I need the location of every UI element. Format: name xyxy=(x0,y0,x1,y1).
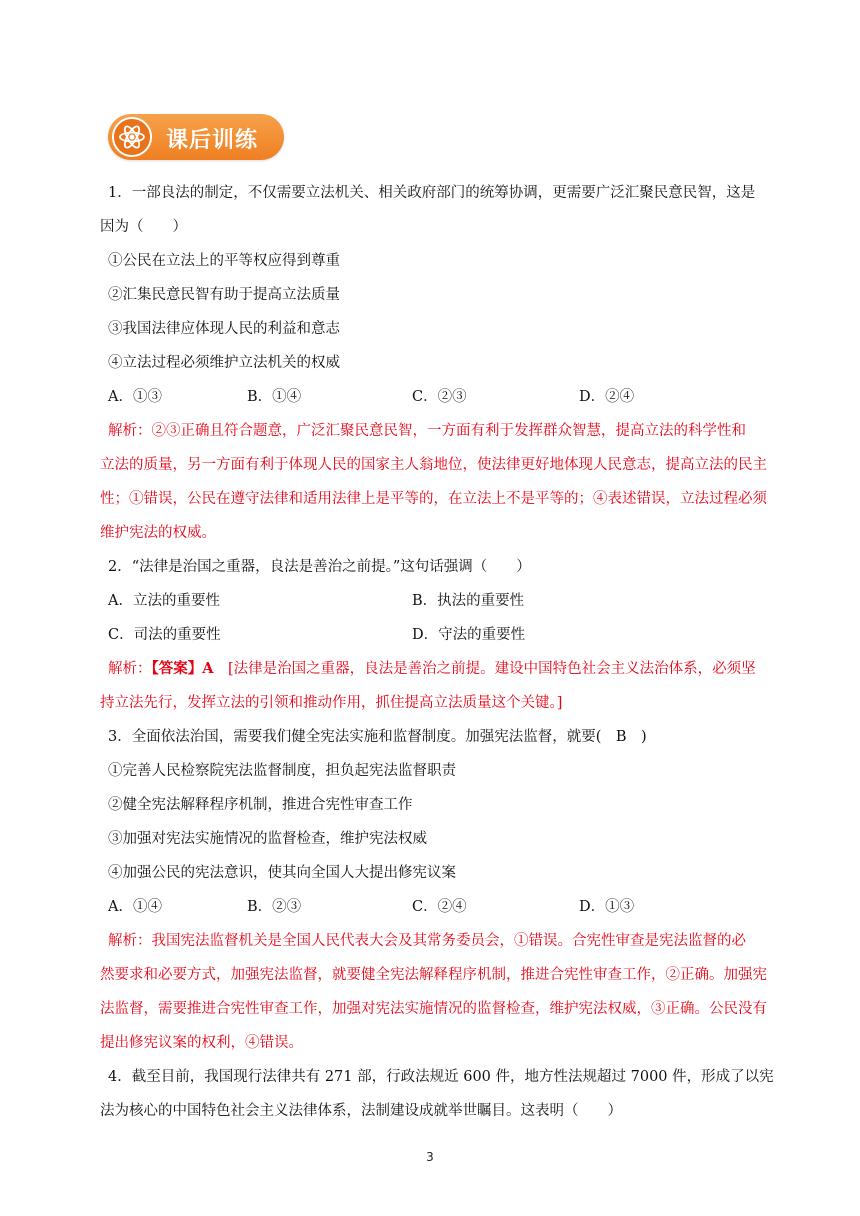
statement-item: ③我国法律应体现人民的利益和意志 xyxy=(108,321,340,337)
answer-options xyxy=(108,618,784,652)
answer-tag: 【答案】A xyxy=(151,660,214,677)
question-3 xyxy=(100,720,784,1060)
page-number: 3 xyxy=(426,1150,434,1164)
statement-item: ②健全宪法解释程序机制，推进合宪性审查工作 xyxy=(108,797,413,813)
question-1 xyxy=(100,176,784,550)
question-stem: 1．一部良法的制定，不仅需要立法机关、相关政府部门的统筹协调，更需要广泛汇聚民意民智，这是 xyxy=(108,185,756,201)
analysis-text: 立法的质量，另一方面有利于体现人民的国家主人翁地位，使法律更好地体现人民意志，提高立法的民主 xyxy=(100,457,767,473)
analysis-text xyxy=(108,652,784,686)
question-list xyxy=(100,176,784,1128)
option-b: B．②③ xyxy=(247,899,302,915)
section-title: 课后训练 xyxy=(166,128,259,153)
answer-options xyxy=(108,584,784,618)
option-b: B．执法的重要性 xyxy=(412,593,525,609)
analysis-text: 提出修宪议案的权利，④错误。 xyxy=(100,1035,303,1051)
option-c: C．②③ xyxy=(412,389,467,405)
analysis-text: 解析：②③正确且符合题意，广泛汇聚民意民智，一方面有利于发挥群众智慧，提高立法的科学性和 xyxy=(108,423,746,439)
analysis-text: 维护宪法的权威。 xyxy=(100,525,216,541)
analysis-text: 解析：我国宪法监督机关是全国人民代表大会及其常务委员会，①错误。合宪性审查是宪法监督的必 xyxy=(108,933,746,949)
option-d: D．①③ xyxy=(579,899,635,915)
question-stem: 法为核心的中国特色社会主义法律体系，法制建设成就举世瞩目。这表明（ ） xyxy=(100,1103,622,1119)
option-b: B．①④ xyxy=(247,389,302,405)
section-banner xyxy=(108,114,284,160)
option-c: C．司法的重要性 xyxy=(108,627,221,643)
answer-options xyxy=(108,890,784,924)
analysis-prefix: 解析： xyxy=(108,661,152,677)
option-a: A．立法的重要性 xyxy=(108,593,220,609)
atom-icon-badge xyxy=(112,117,152,157)
question-4 xyxy=(100,1060,784,1128)
question-stem: 2．“法律是治国之重器，良法是善治之前提。”这句话强调（ ） xyxy=(108,559,531,575)
question-stem: 3．全面依法治国，需要我们健全宪法实施和监督制度。加强宪法监督，就要( B ) xyxy=(108,729,647,745)
option-a: A．①③ xyxy=(108,389,162,405)
analysis-body: [法律是治国之重器，良法是善治之前提。建设中国特色社会主义法治体系，必须坚 xyxy=(213,661,756,677)
option-a: A．①④ xyxy=(108,899,162,915)
analysis-text: 性；①错误，公民在遵守法律和适用法律上是平等的，在立法上不是平等的；④表述错误，立法过程必须 xyxy=(100,491,767,507)
analysis-text: 然要求和必要方式，加强宪法监督，就要健全宪法解释程序机制，推进合宪性审查工作，②正确。加强宪 xyxy=(100,967,767,983)
option-d: D．②④ xyxy=(579,389,635,405)
atom-icon xyxy=(118,123,146,151)
statement-item: ③加强对宪法实施情况的监督检查，维护宪法权威 xyxy=(108,831,427,847)
analysis-text: 法监督，需要推进合宪性审查工作，加强对宪法实施情况的监督检查，维护宪法权威，③正确。公民没有 xyxy=(100,1001,767,1017)
statement-item: ④立法过程必须维护立法机关的权威 xyxy=(108,355,340,371)
statement-item: ②汇集民意民智有助于提高立法质量 xyxy=(108,287,340,303)
analysis-text: 持立法先行，发挥立法的引领和推动作用，抓住提高立法质量这个关键。] xyxy=(100,695,563,711)
statement-item: ①公民在立法上的平等权应得到尊重 xyxy=(108,253,340,269)
statement-item: ①完善人民检察院宪法监督制度，担负起宪法监督职责 xyxy=(108,763,456,779)
question-stem: 因为（ ） xyxy=(100,219,187,235)
statement-item: ④加强公民的宪法意识，使其向全国人大提出修宪议案 xyxy=(108,865,456,881)
option-d: D．守法的重要性 xyxy=(412,627,526,643)
question-stem: 4．截至目前，我国现行法律共有 271 部，行政法规近 600 件，地方性法规超过 7000 件，形成了以宪 xyxy=(108,1069,774,1085)
answer-options xyxy=(108,380,784,414)
question-2 xyxy=(100,550,784,720)
option-c: C．②④ xyxy=(412,899,467,915)
